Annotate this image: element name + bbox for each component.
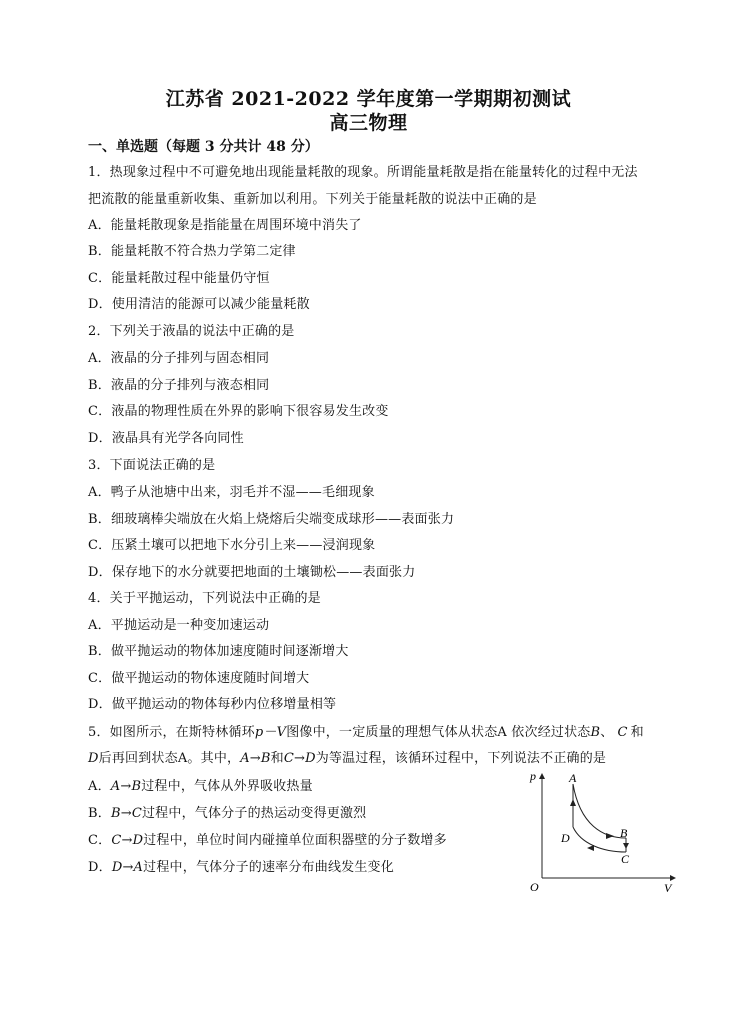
pv-diagram — [528, 770, 678, 895]
q3-option-d: D．保存地下的水分就要把地面的土壤锄松——表面张力 — [88, 565, 416, 580]
arrow-bc — [623, 843, 629, 849]
q5-stem-line2: D后再回到状态A。其中，A→B和C→D为等温过程，该循环过程中，下列说法不正确的是 — [88, 751, 607, 766]
page-subtitle: 高三物理 — [329, 112, 408, 134]
q5-option-a: A．A→B过程中，气体从外界吸收热量 — [88, 779, 313, 794]
arrow-da — [570, 799, 576, 806]
q4-option-d: D．做平抛运动的物体每秒内位移增量相等 — [88, 697, 337, 712]
q5-option-d: D．D→A过程中，气体分子的速率分布曲线发生变化 — [88, 860, 394, 875]
point-a-label: A — [569, 771, 577, 785]
point-d-label: D — [561, 831, 570, 845]
arrow-ab — [606, 833, 614, 839]
q5-option-b: B．B→C过程中，气体分子的热运动变得更激烈 — [88, 806, 367, 821]
q3-option-c: C．压紧土壤可以把地下水分引上来——浸润现象 — [88, 538, 376, 553]
p-axis-arrow — [539, 773, 545, 779]
q5-option-c: C．C→D过程中，单位时间内碰撞单位面积器壁的分子数增多 — [88, 833, 447, 848]
q2-stem: 2．下列关于液晶的说法中正确的是 — [88, 324, 295, 339]
q4-option-c: C．做平抛运动的物体速度随时间增大 — [88, 671, 310, 686]
q3-option-a: A．鸭子从池塘中出来，羽毛并不湿——毛细现象 — [88, 485, 375, 500]
q5-stem-line1: 5．如图所示，在斯特林循环p－V图像中，一定质量的理想气体从状态A 依次经过状态B、 C 和 — [88, 725, 644, 740]
q1-option-c: C．能量耗散过程中能量仍守恒 — [88, 271, 270, 286]
q4-option-a: A．平抛运动是一种变加速运动 — [88, 618, 270, 633]
q1-option-d: D．使用清洁的能源可以减少能量耗散 — [88, 297, 310, 312]
q3-stem: 3．下面说法正确的是 — [88, 458, 216, 473]
origin-label: O — [530, 880, 539, 894]
v-axis-label: V — [664, 881, 672, 895]
q4-stem: 4．关于平抛运动，下列说法中正确的是 — [88, 591, 321, 606]
point-b-label: B — [620, 826, 628, 840]
isotherm-ab — [573, 784, 626, 838]
point-c-label: C — [621, 852, 630, 866]
arrow-cd — [587, 845, 594, 851]
p-axis-label: p — [530, 770, 536, 783]
q1-option-a: A．能量耗散现象是指能量在周围环境中消失了 — [88, 218, 362, 233]
q2-option-d: D．液晶具有光学各向同性 — [88, 431, 244, 446]
q1-option-b: B．能量耗散不符合热力学第二定律 — [88, 244, 296, 259]
q2-option-c: C．液晶的物理性质在外界的影响下很容易发生改变 — [88, 404, 389, 419]
page-title: 江苏省 2021-2022 学年度第一学期期初测试 — [165, 88, 572, 110]
q2-option-b: B．液晶的分子排列与液态相同 — [88, 378, 270, 393]
q4-option-b: B．做平抛运动的物体加速度随时间逐渐增大 — [88, 644, 349, 659]
q1-stem-line1: 1．热现象过程中不可避免地出现能量耗散的现象。所谓能量耗散是指在能量转化的过程中无法 — [88, 165, 638, 180]
q2-option-a: A．液晶的分子排列与固态相同 — [88, 351, 270, 366]
q1-stem-line2: 把流散的能量重新收集、重新加以利用。下列关于能量耗散的说法中正确的是 — [88, 192, 537, 207]
q3-option-b: B．细玻璃棒尖端放在火焰上烧熔后尖端变成球形——表面张力 — [88, 512, 455, 527]
section-heading: 一、单选题（每题 3 分共计 48 分） — [88, 139, 319, 155]
